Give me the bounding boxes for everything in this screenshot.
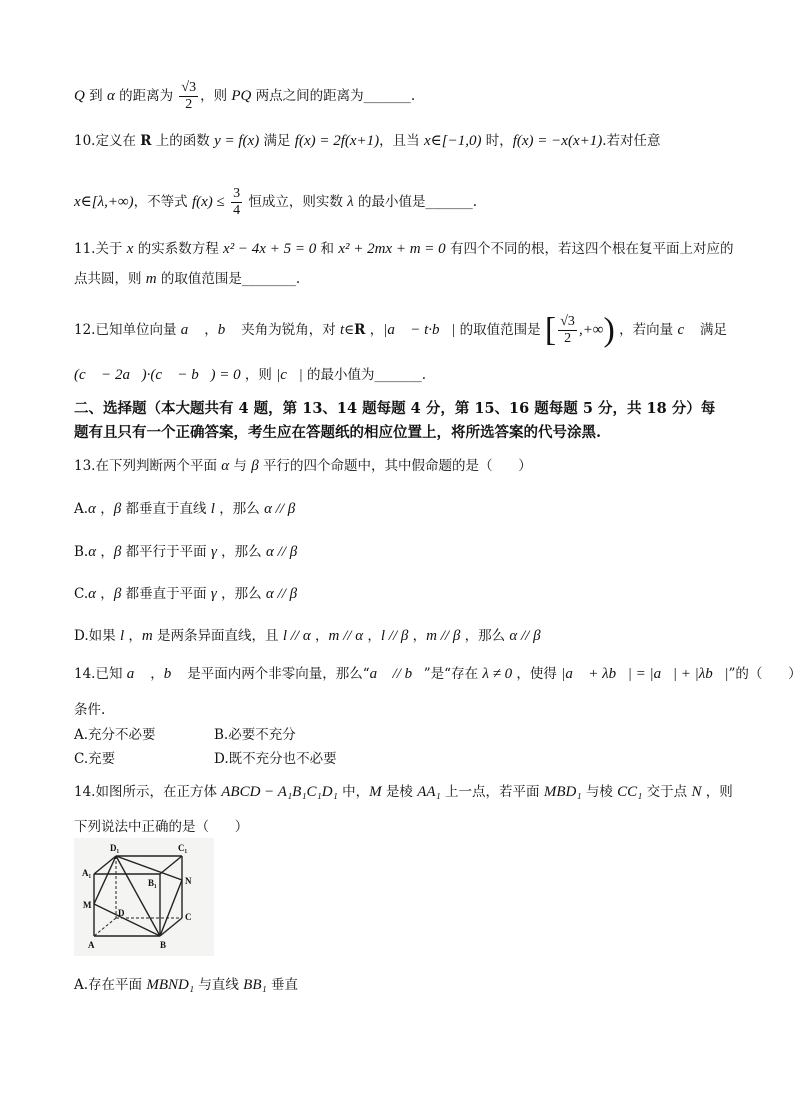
label-m: M [83, 900, 92, 910]
line-q14b-cont: 下列说法中正确的是（ ） [74, 819, 249, 835]
option-13c: C.α ，β 都垂直于平面 γ ，那么 α // β [74, 586, 298, 602]
line-q9-tail: Q 到 α 的距离为 $\frac{√3}{2}$ ，则 PQ 两点之间的距离为_______. [74, 80, 416, 112]
section-heading-2: 题有且只有一个正确答案，考生应在答题纸的相应位置上，将所选答案的代号涂黑. [74, 424, 602, 441]
label-d1: D₁ [110, 843, 120, 853]
line-q12-b: (c⃗ − 2a⃗)·(c⃗ − b⃗) = 0 ，则 |c⃗| 的最小值为_______. [74, 367, 427, 383]
label-c1: C₁ [178, 843, 188, 853]
options-14-ab: A.充分不必要 B.必要不充分 [74, 727, 296, 743]
line-q12-a: 12.已知单位向量 a⃗ ，b⃗ 夹角为锐角，对 t∈R ，|a⃗ − t·b⃗| 的取值范围是 [ $\frac{√3}{2}$ ,+∞) ，若向量 c⃗ 满足 [74, 311, 728, 349]
cube-figure [74, 838, 214, 956]
options-14-cd: C.充要 D.既不充分也不必要 [74, 751, 337, 767]
line-q10-a: 10.定义在 R 上的函数 y = f(x) 满足 f(x) = 2f(x+1)，且当 x∈[−1,0) 时，f(x) = −x(x+1).若对任意 [74, 133, 661, 149]
label-c: C [185, 912, 192, 922]
label-a: A [88, 940, 95, 950]
label-b1: B₁ [148, 878, 157, 888]
section-heading-1: 二、选择题（本大题共有 4 题，第 13、14 题每题 4 分，第 15、16 题每题 5 分，共 18 分）每 [74, 400, 716, 417]
option-13a: A.α ，β 都垂直于直线 l ，那么 α // β [74, 501, 296, 517]
line-q10-b: x∈[λ,+∞)，不等式 f(x) ≤ $\frac{3}{4}$ 恒成立，则实数 λ 的最小值是_______. [74, 186, 477, 218]
line-q14-cont: 条件. [74, 702, 106, 718]
line-q14-stem: 14.已知 a⃗ ，b⃗ 是平面内两个非零向量，那么“a⃗ // b⃗”是“存在 λ ≠ 0 ，使得 |a⃗ + λb⃗| = |a⃗| + |λb⃗|”的（ ） [74, 666, 802, 682]
option-14b-a: A.存在平面 MBND₁ 与直线 BB₁ 垂直 [74, 977, 298, 993]
label-d: D [118, 908, 125, 918]
label-n: N [185, 876, 192, 886]
line-q13-stem: 13.在下列判断两个平面 α 与 β 平行的四个命题中，其中假命题的是（ ） [74, 458, 532, 474]
line-q14b-stem: 14.如图所示，在正方体 ABCD − A₁B₁C₁D₁ 中，M 是棱 AA₁ 上一点，若平面 MBD₁ 与棱 CC₁ 交于点 N ，则 [74, 784, 733, 800]
option-13d: D.如果 l ，m 是两条异面直线，且 l // α ，m // α ，l // β ，m // β ，那么 α // β [74, 628, 541, 644]
option-13b: B.α ，β 都平行于平面 γ ，那么 α // β [74, 544, 298, 560]
line-q11-b: 点共圆，则 m 的取值范围是________. [74, 271, 301, 287]
label-a1: A₁ [82, 868, 92, 878]
line-q11-a: 11.关于 x 的实系数方程 x² − 4x + 5 = 0 和 x² + 2mx + m = 0 有四个不同的根，若这四个根在复平面上对应的 [74, 241, 734, 257]
label-b: B [160, 940, 167, 950]
